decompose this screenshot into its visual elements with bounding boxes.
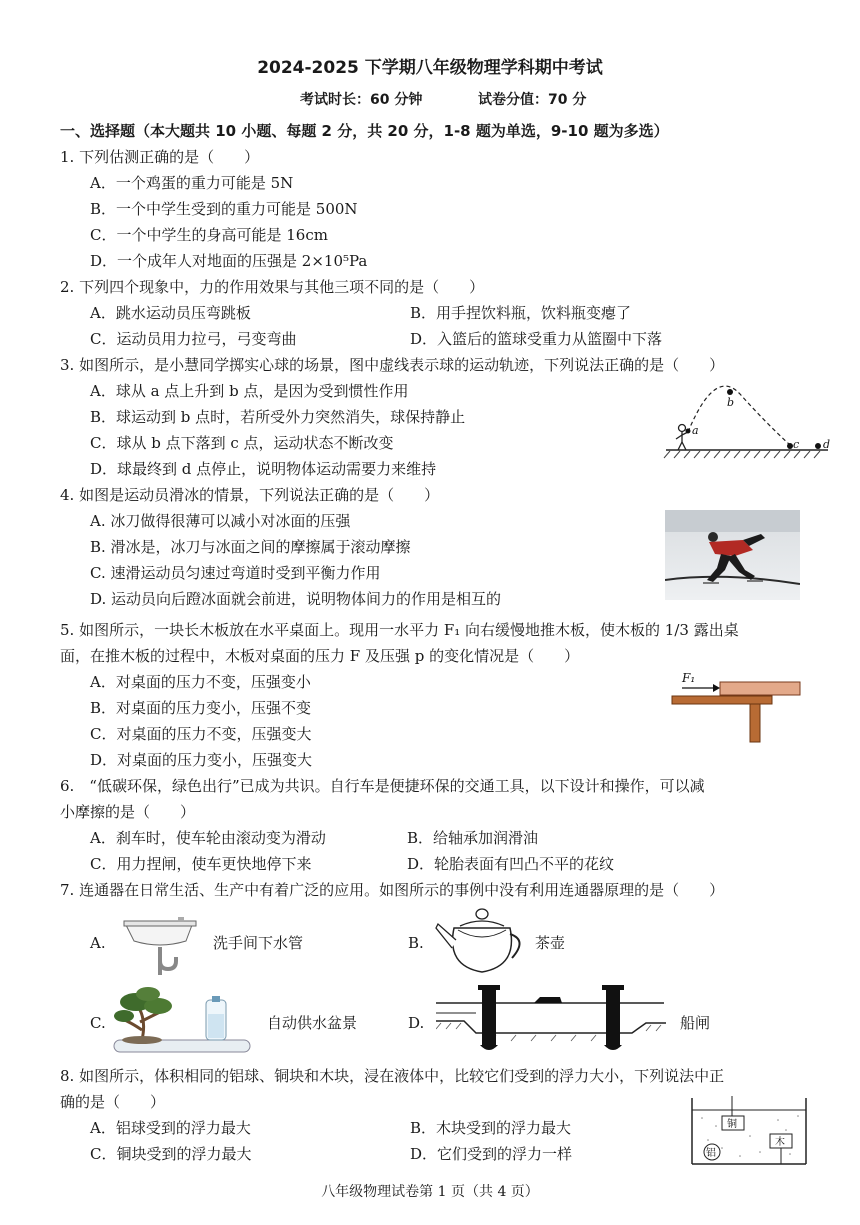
q6-stem-line2: 小摩擦的是（ ） (60, 803, 196, 821)
q8-stem-line2: 确的是（ ） (60, 1093, 166, 1111)
q3-option-b: B．球运动到 b 点时，若所受外力突然消失，球保持静止 (90, 408, 466, 426)
q4-stem: 4. 如图是运动员滑冰的情景，下列说法正确的是（ ） (60, 486, 440, 504)
q3-option-d: D．球最终到 d 点停止，说明物体运动需要力来维持 (90, 460, 437, 478)
exam-score: 试卷分值：70 分 (478, 92, 587, 108)
q5-force-label: F₁ (682, 671, 696, 685)
q8-aluminum-label: 铝 (706, 1148, 716, 1159)
q7-option-d-label: 船闸 (680, 1014, 711, 1032)
q7-teapot-image (432, 904, 527, 976)
q6-stem-line1: 6. “低碳环保，绿色出行”已成为共识。自行车是便捷环保的交通工具，以下设计和操作，可以减 (60, 777, 705, 795)
q6-option-a: A．刹车时，使车轮由滚动变为滑动 (90, 829, 326, 847)
q1-option-d: D．一个成年人对地面的压强是 2×10⁵Pa (90, 252, 368, 270)
q2-option-a: A．跳水运动员压弯跳板 (90, 304, 251, 322)
q7-option-c-label: 自动供水盆景 (267, 1014, 358, 1032)
q8-stem-line1: 8. 如图所示，体积相同的铝球、铜块和木块，浸在液体中，比较它们受到的浮力大小，下列说法中正 (60, 1067, 725, 1085)
q5-stem-line2: 面，在推木板的过程中，木板对桌面的压力 F 及压强 p 的变化情况是（ ） (60, 647, 580, 665)
q4-option-b: B. 滑冰是，冰刀与冰面之间的摩擦属于滚动摩擦 (90, 538, 411, 556)
q5-board-figure (668, 668, 808, 746)
q7-ship-lock-image (436, 983, 668, 1057)
q8-option-a: A．铝球受到的浮力最大 (90, 1119, 251, 1137)
q4-option-c: C. 速滑运动员匀速过弯道时受到平衡力作用 (90, 564, 381, 582)
q6-option-d: D．轮胎表面有凹凸不平的花纹 (407, 855, 615, 873)
q7-option-d-letter: D. (408, 1014, 425, 1032)
q7-option-c-letter: C. (90, 1014, 106, 1032)
q1-option-a: A．一个鸡蛋的重力可能是 5N (90, 174, 294, 192)
exam-duration: 考试时长：60 分钟 (300, 92, 423, 108)
q7-option-a-label: 洗手间下水管 (213, 934, 304, 952)
q8-option-d: D．它们受到的浮力一样 (410, 1145, 573, 1163)
page-footer: 八年级物理试卷第 1 页（共 4 页） (321, 1184, 539, 1200)
q7-option-b-label: 茶壶 (535, 934, 566, 952)
q8-option-b: B．木块受到的浮力最大 (410, 1119, 572, 1137)
q3-stem: 3. 如图所示，是小慧同学掷实心球的场景，图中虚线表示球的运动轨迹，下列说法正确的是（ ） (60, 356, 725, 374)
q5-option-a: A．对桌面的压力不变，压强变小 (90, 673, 311, 691)
q6-option-c: C．用力捏闸，使车更快地停下来 (90, 855, 312, 873)
q5-option-c: C．对桌面的压力不变，压强变大 (90, 725, 312, 743)
q8-wood-label: 木 (775, 1137, 785, 1148)
q3-point-b: b (727, 396, 735, 409)
q3-point-c: c (793, 438, 800, 451)
q7-option-b-letter: B. (408, 934, 424, 952)
q8-buoyancy-figure (690, 1096, 810, 1168)
q6-option-b: B．给轴承加润滑油 (407, 829, 539, 847)
section-heading: 一、选择题（本大题共 10 小题、每题 2 分，共 20 分，1-8 题为单选，9-10 题为多选） (60, 122, 669, 140)
q7-sink-pipe-image (120, 915, 200, 977)
q5-option-b: B．对桌面的压力变小，压强不变 (90, 699, 312, 717)
q2-option-b: B．用手捏饮料瓶，饮料瓶变瘪了 (410, 304, 632, 322)
q8-copper-label: 铜 (727, 1119, 737, 1130)
q4-skater-photo (665, 510, 800, 600)
q2-stem: 2. 下列四个现象中，力的作用效果与其他三项不同的是（ ） (60, 278, 485, 296)
q2-option-d: D．入篮后的篮球受重力从篮圈中下落 (410, 330, 663, 348)
exam-title: 2024-2025 下学期八年级物理学科期中考试 (257, 58, 603, 78)
q7-bonsai-image (112, 982, 254, 1058)
q3-point-a: a (692, 424, 699, 437)
q2-option-c: C．运动员用力拉弓，弓变弯曲 (90, 330, 297, 348)
q4-option-d: D. 运动员向后蹬冰面就会前进，说明物体间力的作用是相互的 (90, 590, 502, 608)
q7-stem: 7. 连通器在日常生活、生产中有着广泛的应用。如图所示的事例中没有利用连通器原理的是（ ） (60, 881, 725, 899)
q1-option-c: C．一个中学生的身高可能是 16cm (90, 226, 328, 244)
q3-option-c: C．球从 b 点下落到 c 点，运动状态不断改变 (90, 434, 394, 452)
q3-trajectory-figure (660, 382, 835, 462)
q4-option-a: A. 冰刀做得很薄可以减小对冰面的压强 (90, 512, 351, 530)
q5-stem-line1: 5. 如图所示，一块长木板放在水平桌面上。现用一水平力 F₁ 向右缓慢地推木板，使木板的 1/3 露出桌 (60, 621, 739, 639)
q7-option-a-letter: A. (90, 934, 106, 952)
q1-option-b: B．一个中学生受到的重力可能是 500N (90, 200, 358, 218)
q1-stem: 1. 下列估测正确的是（ ） (60, 148, 260, 166)
q3-option-a: A．球从 a 点上升到 b 点，是因为受到惯性作用 (90, 382, 409, 400)
q5-option-d: D．对桌面的压力变小，压强变大 (90, 751, 313, 769)
q8-option-c: C．铜块受到的浮力最大 (90, 1145, 252, 1163)
q3-point-d: d (823, 438, 831, 451)
